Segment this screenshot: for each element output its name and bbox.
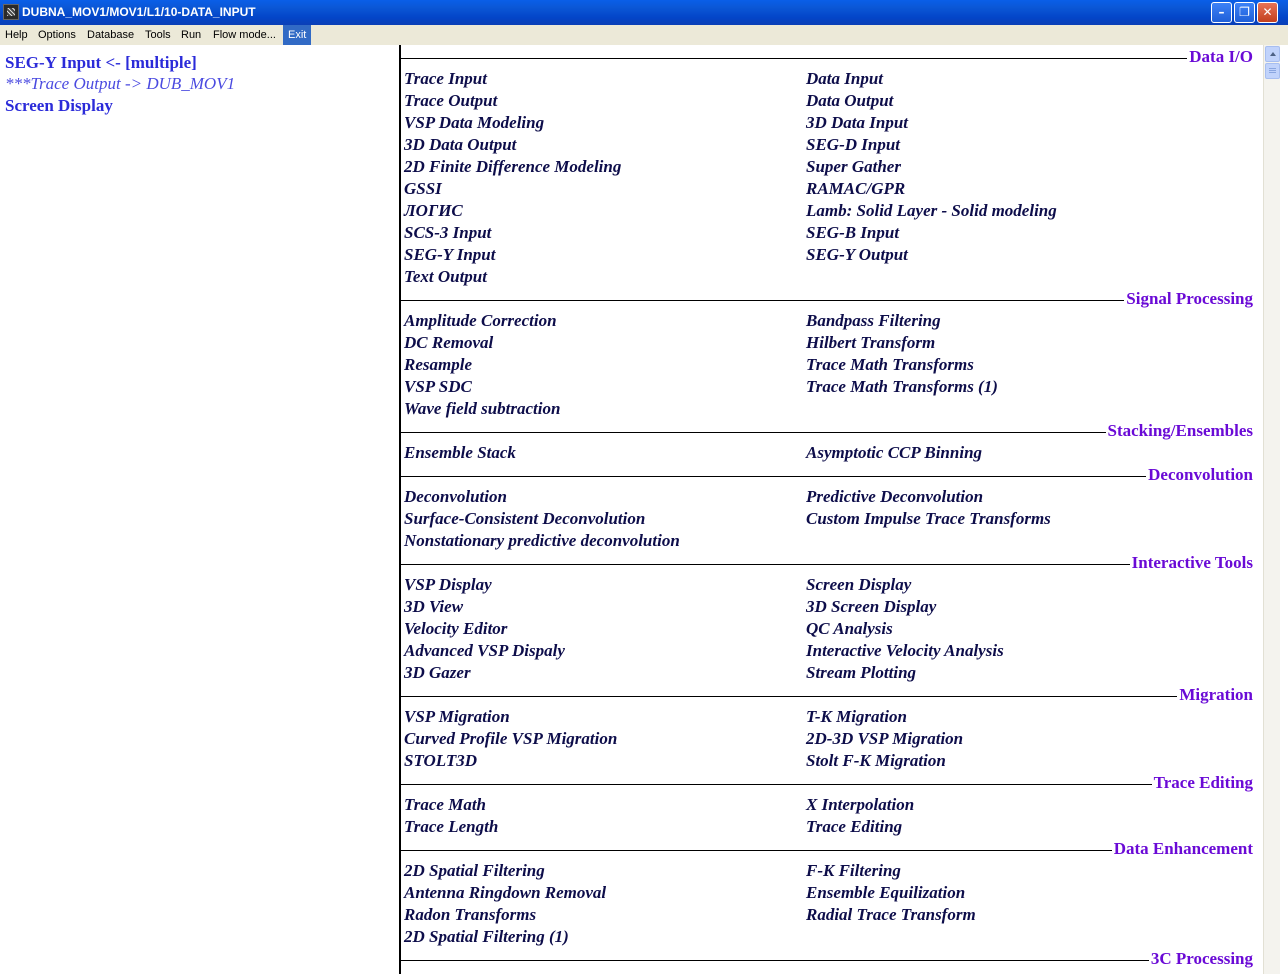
category-header[interactable] xyxy=(401,552,1253,574)
module-item[interactable]: 3D View xyxy=(404,597,464,616)
category-rule xyxy=(401,784,1253,785)
category-label[interactable]: Data Enhancement xyxy=(1113,839,1253,858)
module-item[interactable]: Antenna Ringdown Removal xyxy=(404,883,607,902)
module-item[interactable]: Predictive Deconvolution xyxy=(806,487,984,506)
category-header[interactable] xyxy=(401,464,1253,486)
menu-database[interactable]: Database xyxy=(87,29,135,41)
module-item[interactable]: 2D Spatial Filtering (1) xyxy=(404,927,569,946)
module-item[interactable]: Data Output xyxy=(806,91,894,110)
module-item[interactable]: SEG-Y Output xyxy=(806,245,908,264)
module-item[interactable]: ЛОГИС xyxy=(404,201,463,220)
flow-pane[interactable] xyxy=(0,45,399,974)
category-label[interactable]: Signal Processing xyxy=(1126,289,1253,308)
module-item[interactable]: Radial Trace Transform xyxy=(806,905,976,924)
category-header[interactable] xyxy=(401,772,1253,794)
module-item[interactable]: Stolt F-K Migration xyxy=(806,751,946,770)
category-label[interactable]: Stacking/Ensembles xyxy=(1107,421,1253,440)
module-item[interactable]: Screen Display xyxy=(806,575,912,594)
module-item[interactable]: Trace Input xyxy=(404,69,487,88)
module-item[interactable]: RAMAC/GPR xyxy=(806,179,906,198)
module-item[interactable]: Ensemble Equilization xyxy=(806,883,966,902)
module-item[interactable]: Trace Math xyxy=(404,795,487,814)
category-label[interactable]: Interactive Tools xyxy=(1131,553,1253,572)
module-item[interactable]: X Interpolation xyxy=(806,795,915,814)
category-label[interactable]: Deconvolution xyxy=(1148,465,1253,484)
scroll-thumb[interactable] xyxy=(1265,63,1280,79)
menu-flow-mode[interactable]: Flow mode... xyxy=(213,29,276,41)
module-item[interactable]: Nonstationary predictive deconvolution xyxy=(404,531,680,550)
flow-item-trace-output[interactable]: ***Trace Output -> DUB_MOV1 xyxy=(5,74,236,93)
module-item[interactable]: Ensemble Stack xyxy=(404,443,516,462)
module-item[interactable]: DC Removal xyxy=(404,333,494,352)
category-trace-editing xyxy=(401,772,1253,836)
category-data-i-o xyxy=(401,46,1253,286)
module-item[interactable]: VSP Migration xyxy=(404,707,510,726)
module-item[interactable]: SEG-B Input xyxy=(806,223,900,242)
module-item[interactable]: Curved Profile VSP Migration xyxy=(404,729,618,748)
module-item[interactable]: Trace Output xyxy=(404,91,498,110)
module-library-pane[interactable] xyxy=(401,45,1263,974)
module-item[interactable]: Resample xyxy=(404,355,472,374)
menu-tools[interactable]: Tools xyxy=(145,29,171,41)
flow-item-segy-input[interactable]: SEG-Y Input <- [multiple] xyxy=(5,53,197,72)
module-item[interactable]: Hilbert Transform xyxy=(806,333,936,352)
module-item[interactable]: VSP Data Modeling xyxy=(404,113,545,132)
category-signal-processing xyxy=(401,288,1253,418)
module-item[interactable]: Trace Math Transforms xyxy=(806,355,974,374)
minimize-button[interactable]: – xyxy=(1211,2,1232,23)
module-item[interactable]: Trace Editing xyxy=(806,817,903,836)
category-3c-processing xyxy=(401,948,1253,970)
category-header[interactable] xyxy=(401,420,1253,442)
menu-bar xyxy=(0,25,1288,45)
module-item[interactable]: Custom Impulse Trace Transforms xyxy=(806,509,1051,528)
maximize-button[interactable]: ❐ xyxy=(1234,2,1255,23)
category-rule xyxy=(401,564,1253,565)
category-header[interactable] xyxy=(401,288,1253,310)
module-item[interactable]: Velocity Editor xyxy=(404,619,508,638)
category-header[interactable] xyxy=(401,838,1253,860)
module-item[interactable]: STOLT3D xyxy=(404,751,478,770)
module-item[interactable]: Radon Transforms xyxy=(404,905,537,924)
title-bar xyxy=(0,0,1288,25)
module-item[interactable]: Stream Plotting xyxy=(806,663,917,682)
window-title: DUBNA_MOV1/MOV1/L1/10-DATA_INPUT xyxy=(22,5,256,19)
module-item[interactable]: 2D Finite Difference Modeling xyxy=(404,157,622,176)
module-item[interactable]: SEG-D Input xyxy=(806,135,901,154)
module-item[interactable]: QC Analysis xyxy=(806,619,893,638)
module-item[interactable]: 3D Data Input xyxy=(806,113,909,132)
module-item[interactable]: SCS-3 Input xyxy=(404,223,492,242)
category-label[interactable]: Data I/O xyxy=(1189,47,1253,66)
menu-options[interactable]: Options xyxy=(38,29,76,41)
menu-exit[interactable]: Exit xyxy=(283,25,311,45)
module-item[interactable]: Text Output xyxy=(404,267,487,286)
module-item[interactable]: 2D Spatial Filtering xyxy=(404,861,545,880)
module-item[interactable]: Trace Length xyxy=(404,817,499,836)
category-rule xyxy=(401,476,1253,477)
module-item[interactable]: GSSI xyxy=(404,179,442,198)
menu-run[interactable]: Run xyxy=(181,29,202,41)
category-migration xyxy=(401,684,1253,770)
module-item[interactable]: 2D-3D VSP Migration xyxy=(806,729,964,748)
module-item[interactable]: Deconvolution xyxy=(404,487,507,506)
scroll-up-arrow-icon[interactable] xyxy=(1265,46,1280,62)
module-item[interactable]: Data Input xyxy=(806,69,883,88)
module-item[interactable]: SEG-Y Input xyxy=(404,245,496,264)
module-item[interactable]: T-K Migration xyxy=(806,707,907,726)
category-data-enhancement xyxy=(401,838,1253,946)
category-label[interactable]: Trace Editing xyxy=(1153,773,1253,792)
category-stacking-ensembles xyxy=(401,420,1253,462)
category-header[interactable] xyxy=(401,684,1253,706)
module-item[interactable]: Super Gather xyxy=(806,157,901,176)
vertical-scrollbar[interactable] xyxy=(1263,45,1281,974)
category-rule xyxy=(401,960,1253,961)
flow-item-screen-display[interactable]: Screen Display xyxy=(5,96,113,115)
module-item[interactable]: 3D Gazer xyxy=(404,663,471,682)
close-button[interactable]: ✕ xyxy=(1257,2,1278,23)
category-label[interactable]: 3C Processing xyxy=(1150,949,1253,968)
module-item[interactable]: Bandpass Filtering xyxy=(806,311,941,330)
window-edge xyxy=(1280,45,1288,974)
module-item[interactable]: 3D Data Output xyxy=(404,135,517,154)
category-header[interactable] xyxy=(401,948,1253,970)
module-item[interactable]: Advanced VSP Dispaly xyxy=(404,641,565,660)
category-deconvolution xyxy=(401,464,1253,550)
module-item[interactable]: Wave field subtraction xyxy=(404,399,561,418)
category-label[interactable]: Migration xyxy=(1179,685,1253,704)
module-item[interactable]: Interactive Velocity Analysis xyxy=(806,641,1004,660)
category-rule xyxy=(401,58,1253,59)
module-item[interactable]: Trace Math Transforms (1) xyxy=(806,377,998,396)
module-item[interactable]: VSP Display xyxy=(404,575,492,594)
category-header[interactable] xyxy=(401,46,1253,68)
module-item[interactable]: Lamb: Solid Layer - Solid modeling xyxy=(806,201,1057,220)
app-icon[interactable] xyxy=(3,4,19,20)
module-item[interactable]: Asymptotic CCP Binning xyxy=(806,443,983,462)
module-item[interactable]: Surface-Consistent Deconvolution xyxy=(404,509,646,528)
menu-help[interactable]: Help xyxy=(5,29,28,41)
module-item[interactable]: Amplitude Correction xyxy=(404,311,557,330)
module-item[interactable]: VSP SDC xyxy=(404,377,472,396)
category-rule xyxy=(401,696,1253,697)
category-interactive-tools xyxy=(401,552,1253,682)
module-item[interactable]: 3D Screen Display xyxy=(806,597,937,616)
module-item[interactable]: F-K Filtering xyxy=(806,861,901,880)
